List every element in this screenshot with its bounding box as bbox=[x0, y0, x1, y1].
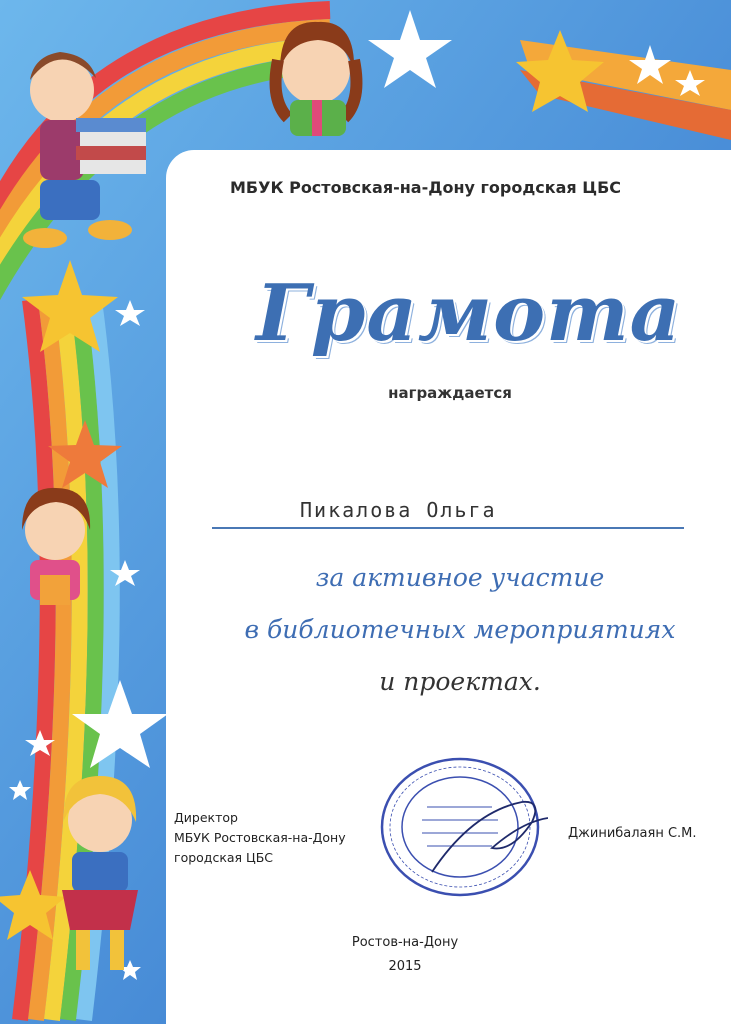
director-title-block bbox=[174, 808, 346, 868]
reason-line-2: в библиотечных мероприятиях bbox=[244, 615, 676, 644]
reason-line-1: за активное участие bbox=[315, 563, 605, 592]
certificate-title: Грамота bbox=[256, 268, 682, 359]
award-reason bbox=[200, 552, 720, 708]
girl-middle-figure bbox=[22, 488, 90, 605]
city-label: Ростов-на-Дону bbox=[351, 935, 459, 950]
signer-name: Джинибалаян С.М. bbox=[568, 826, 697, 841]
reason-line-3: и проектах. bbox=[379, 667, 541, 696]
recipient-name: Пикалова Ольга bbox=[300, 498, 497, 522]
year-label: 2015 bbox=[388, 959, 422, 974]
director-position-3: городская ЦБС bbox=[174, 850, 274, 865]
awarded-label: награждается bbox=[388, 384, 512, 402]
director-position-2: МБУК Ростовская-на-Дону bbox=[174, 830, 346, 845]
director-position-1: Директор bbox=[174, 810, 238, 825]
recipient-underline bbox=[212, 527, 684, 529]
organization-name: МБУК Ростовская-на-Дону городская ЦБС bbox=[229, 178, 622, 197]
official-stamp bbox=[372, 752, 548, 902]
